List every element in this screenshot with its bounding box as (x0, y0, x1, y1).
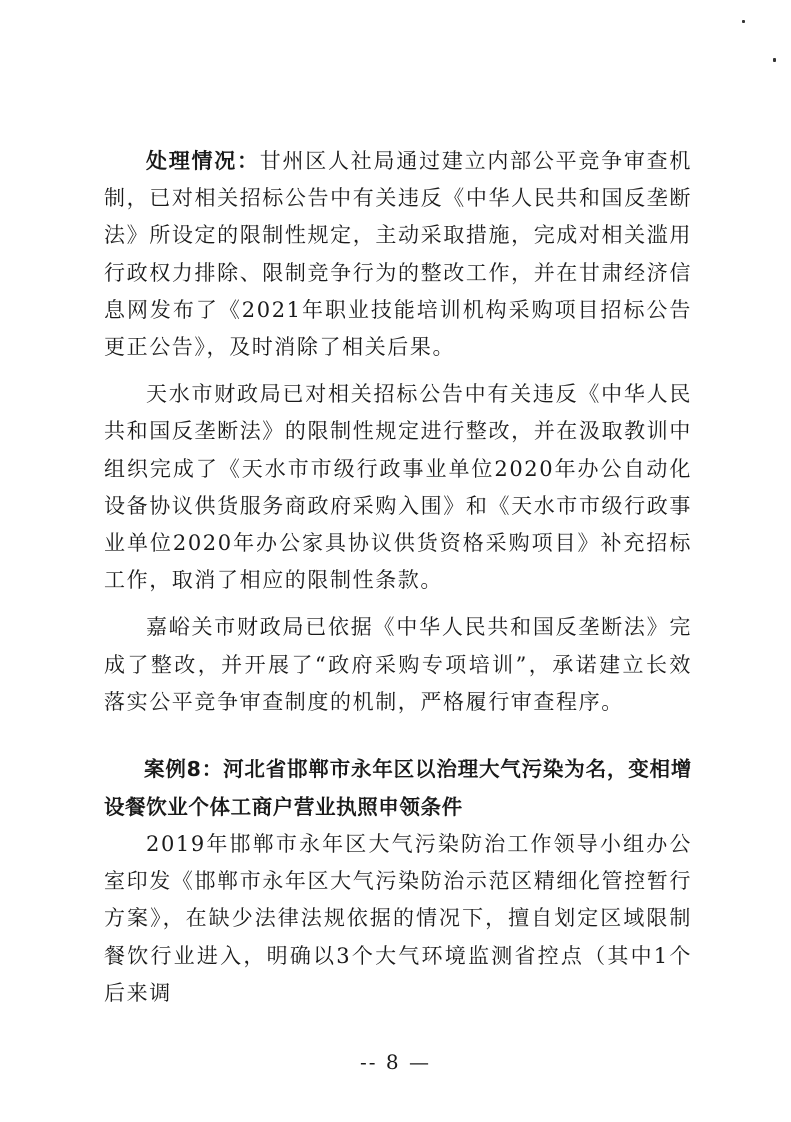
paragraph-lead-label: 处理情况： (146, 149, 260, 173)
paragraph-text: 甘州区人社局通过建立内部公平竞争审查机制，已对相关招标公告中有关违反《中华人民共和国反垄断法》所设定的限制性规定，主动采取措施，完成对相关滥用行政权力排除、限制竞争行为的整改工作，并在甘肃经济信息网发布了《2021年职业技能培训机构采购项目招标公告更正公告》，及时消除了相关后果。 (104, 149, 692, 360)
document-body (104, 143, 692, 1012)
paragraph-handling-status (104, 143, 692, 366)
page-number: -- 8 — (360, 1050, 431, 1074)
scan-speck (773, 58, 776, 62)
scan-speck (742, 20, 745, 23)
paragraph-tianshui: 天水市财政局已对相关招标公告中有关违反《中华人民共和国反垄断法》的限制性规定进行整改，并在汲取教训中组织完成了《天水市市级行政事业单位2020年办公自动化设备协议供货服务商政府采购入围》和《天水市市级行政事业单位2020年办公家具协议供货资格采购项目》补充招标工作，取消了相应的限制性条款。 (104, 382, 692, 593)
paragraph-jiayuguan: 嘉峪关市财政局已依据《中华人民共和国反垄断法》完成了整改，并开展了“政府采购专项培训”，承诺建立长效落实公平竞争审查制度的机制，严格履行审查程序。 (104, 615, 692, 714)
paragraph-handan: 2019年邯郸市永年区大气污染防治工作领导小组办公室印发《邯郸市永年区大气污染防治示范区精细化管控暂行方案》，在缺少法律法规依据的情况下，擅自划定区域限制餐饮行业进入，明确以3个大气环境监测省控点（其中1个后来调 (104, 832, 692, 1005)
case-heading: 案例8：河北省邯郸市永年区以治理大气污染为名，变相增设餐饮业个体工商户营业执照申领条件 (104, 757, 692, 819)
